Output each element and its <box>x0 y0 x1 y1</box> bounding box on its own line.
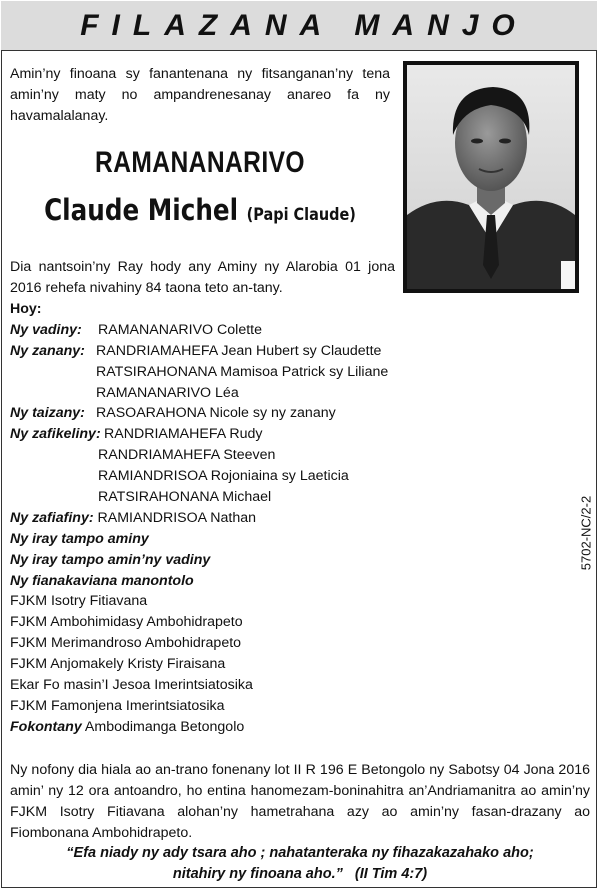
grandchild-name: RATSIRAHONANA Michael <box>98 489 272 506</box>
deceased-surname: RAMANANARIVO <box>95 146 305 179</box>
reference-code-box <box>576 488 596 578</box>
quote-line-2-wrap <box>10 864 590 885</box>
church-item: FJKM Ambohimidasy Ambohidrapeto <box>10 614 243 631</box>
grandchildren-row <box>10 445 570 466</box>
grandchildren-row <box>10 466 570 487</box>
fokontany-name: Ambodimanga Betongolo <box>84 718 245 735</box>
grandchildren-row <box>10 487 570 508</box>
family-group: Ny fianakaviana manontolo <box>10 572 194 589</box>
foster-label: Ny taizany: <box>10 405 85 422</box>
portrait-illustration <box>407 65 575 289</box>
great-grandchild-name: RAMIANDRISOA Nathan <box>97 509 257 526</box>
notice-header <box>1 1 597 51</box>
child-name: RATSIRAHONANA Mamisoa Patrick sy Liliane <box>96 363 389 380</box>
deceased-portrait-photo <box>403 61 579 293</box>
grandchild-name: RANDRIAMAHEFA Steeven <box>98 447 276 464</box>
family-group: Ny iray tampo aminy <box>10 530 149 547</box>
children-label: Ny zanany: <box>10 342 85 359</box>
grandchildren-label: Ny zafikeliny: <box>10 426 101 443</box>
foster-name: RASOARAHONA Nicole sy ny zanany <box>96 405 336 422</box>
foster-row <box>10 403 570 424</box>
church-item: Ekar Fo masin’I Jesoa Imerintsiatosika <box>10 677 253 694</box>
spouse-label: Ny vadiny: <box>10 321 82 338</box>
church-item: FJKM Isotry Fitiavana <box>10 593 148 610</box>
intro-paragraph: Amin’ny finoana sy fanantenana ny fitsanganan’ny tena amin’ny maty no ampandrenesanay anareo fa ny havamalalanay. <box>10 66 390 124</box>
death-announcement: Dia nantsoin’ny Ray hody any Aminy ny Alarobia 01 jona 2016 rehefa nivahiny 84 taona teto an-tany. <box>10 259 395 296</box>
family-list <box>10 299 570 738</box>
fokontany-label: Fokontany <box>10 718 82 735</box>
children-row <box>10 341 570 362</box>
grandchild-name: RANDRIAMAHEFA Rudy <box>104 426 263 443</box>
child-name: RAMANANARIVO Léa <box>96 384 239 401</box>
child-name: RANDRIAMAHEFA Jean Hubert sy Claudette <box>96 342 382 359</box>
fokontany-row <box>10 717 570 738</box>
deceased-full-name <box>30 193 370 227</box>
hoy-label: Hoy: <box>10 301 42 317</box>
church-item: FJKM Anjomakely Kristy Firaisana <box>10 656 226 673</box>
quote-line-2: nitahiry ny finoana aho.” <box>172 866 343 882</box>
funeral-details: Ny nofony dia hiala ao an-trano fonenany lot II R 196 E Betongolo ny Sabotsy 04 Jona 2016 amin’ ny 12 ora antoandro, ho entina hanomezam-boninahitra an’Andriamanitra ao amin’ny FJKM Isotry Fitiavana alohan’ny hametrahana azy ao amin’ny fasan-drazany ao Fiombonana Ambohidrapeto. <box>10 762 590 841</box>
deceased-given-names: Claude Michel <box>44 193 239 227</box>
great-grandchildren-label: Ny zafiafiny: <box>10 509 94 526</box>
church-item: FJKM Famonjena Imerintsiatosika <box>10 697 225 714</box>
great-grandchildren-row <box>10 508 570 529</box>
notice-title: FILAZANA MANJO <box>80 8 528 42</box>
spouse-name: RAMANANARIVO Colette <box>98 321 262 338</box>
church-item: FJKM Merimandroso Ambohidrapeto <box>10 635 242 652</box>
deceased-nickname: (Papi Claude) <box>246 205 356 225</box>
reference-code: 5702-NC/2-2 <box>578 495 594 571</box>
children-row <box>10 362 570 383</box>
family-group: Ny iray tampo amin’ny vadiny <box>10 551 211 568</box>
grandchild-name: RAMIANDRISOA Rojoniaina sy Laeticia <box>98 468 349 485</box>
grandchildren-row <box>10 424 570 445</box>
quote-line-1: “Efa niady ny ady tsara aho ; nahatanteraka ny fihazakazahako aho; <box>66 845 534 861</box>
spouse-row <box>10 320 570 341</box>
quote-citation: (II Tim 4:7) <box>354 866 428 882</box>
children-row <box>10 383 570 404</box>
bible-quote <box>10 843 590 885</box>
